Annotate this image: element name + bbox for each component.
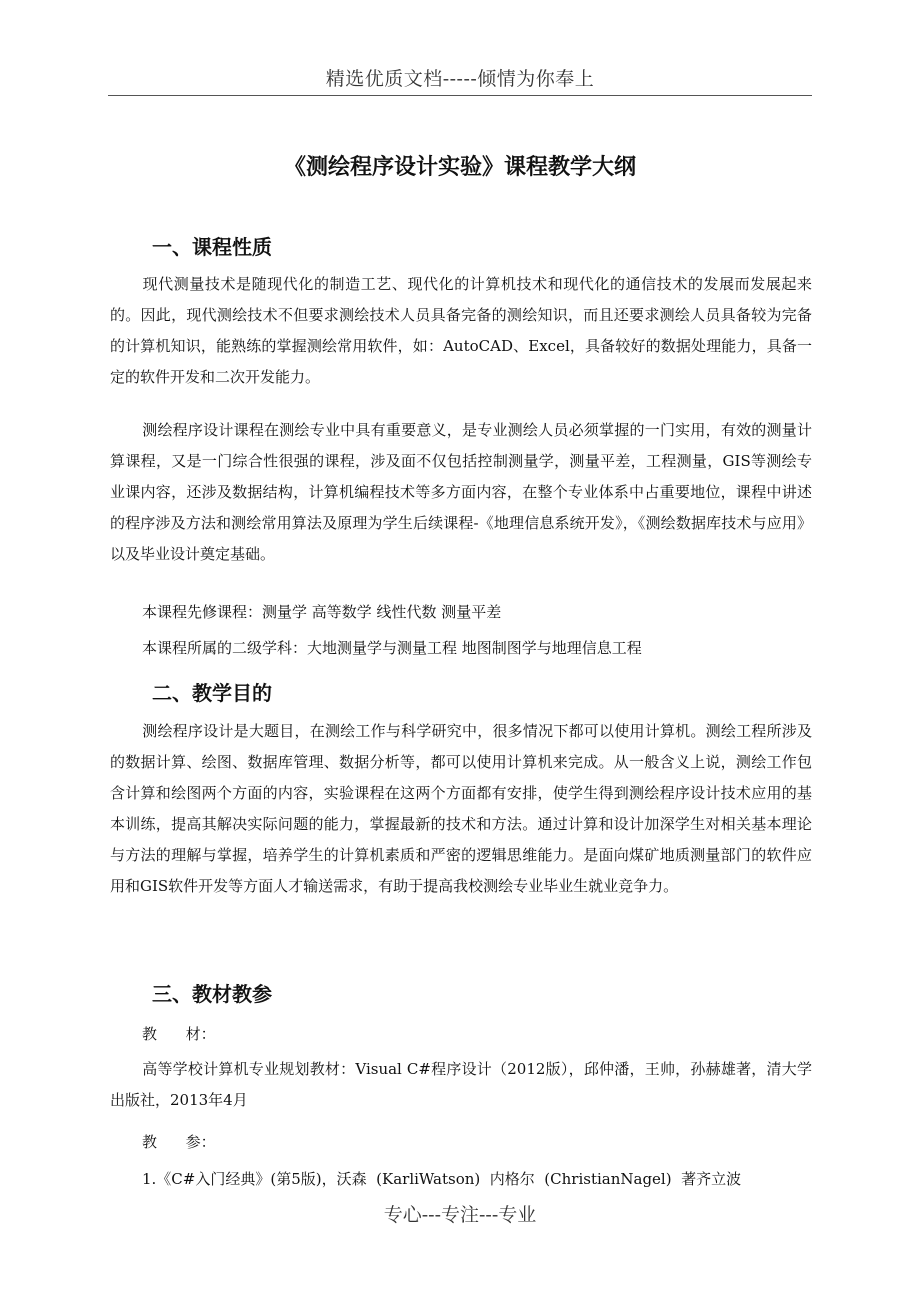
textbook-entry <box>110 1054 812 1116</box>
page-header: 精选优质文档-----倾情为你奉上 <box>325 68 595 90</box>
paragraph-text: 高等学校计算机专业规划教材：Visual C#程序设计（2012版），邱仲潘，王帅，孙赫雄著，清大学出版社，2013年4月 <box>110 1060 812 1109</box>
document-title: 《测绘程序设计实验》课程教学大纲 <box>283 155 636 180</box>
reference-entry-1: 1.《C#入门经典》(第5版)，沃森 (KarliWatson) 内格尔 (ChristianNagel) 著齐立波 <box>142 1170 742 1188</box>
paragraph-teaching-purpose <box>110 716 812 902</box>
page-footer: 专心---专注---专业 <box>383 1204 537 1226</box>
header-rule <box>108 95 812 96</box>
paragraph-course-nature-1 <box>110 269 812 393</box>
paragraph-text: 测绘程序设计是大题目，在测绘工作与科学研究中，很多情况下都可以使用计算机。测绘工程所涉及的数据计算、绘图、数据库管理、数据分析等，都可以使用计算机来完成。从一般含义上说，测绘工作包含计算和绘图两个方面的内容，实验课程在这两个方面都有安排，使学生得到测绘程序设计技术应用的基本训练，提高其解决实际问题的能力，掌握最新的技术和方法。通过计算和设计加深学生对相关基本理论与方法的理解与掌握，培养学生的计算机素质和严密的逻辑思维能力。是面向煤矿地质测量部门的软件应用和GIS软件开发等方面人才输送需求，有助于提高我校测绘专业毕业生就业竞争力。 <box>110 722 812 895</box>
discipline-line: 本课程所属的二级学科：大地测量学与测量工程 地图制图学与地理信息工程 <box>142 639 642 657</box>
paragraph-text: 测绘程序设计课程在测绘专业中具有重要意义，是专业测绘人员必须掌握的一门实用，有效的测量计算课程，又是一门综合性很强的课程，涉及面不仅包括控制测量学，测量平差，工程测量，GIS等测绘专业课内容，还涉及数据结构，计算机编程技术等多方面内容，在整个专业体系中占重要地位，课程中讲述的程序涉及方法和测绘常用算法及原理为学生后续课程-《地理信息系统开发》，《测绘数据库技术与应用》以及毕业设计奠定基础。 <box>110 421 812 563</box>
paragraph-text: 现代测量技术是随现代化的制造工艺、现代化的计算机技术和现代化的通信技术的发展而发展起来的。因此，现代测绘技术不但要求测绘技术人员具备完备的测绘知识，而且还要求测绘人员具备较为完备的计算机知识，能熟练的掌握测绘常用软件，如：AutoCAD、Excel，具备较好的数据处理能力，具备一定的软件开发和二次开发能力。 <box>110 275 812 386</box>
paragraph-course-nature-2 <box>110 415 812 570</box>
prerequisite-courses: 本课程先修课程：测量学 高等数学 线性代数 测量平差 <box>142 603 502 621</box>
section-heading-course-nature: 一、课程性质 <box>152 235 272 259</box>
section-heading-teaching-purpose: 二、教学目的 <box>152 681 272 705</box>
reference-label: 教 参： <box>142 1133 216 1151</box>
section-heading-textbooks: 三、教材教参 <box>152 982 272 1006</box>
textbook-label: 教 材： <box>142 1025 216 1043</box>
